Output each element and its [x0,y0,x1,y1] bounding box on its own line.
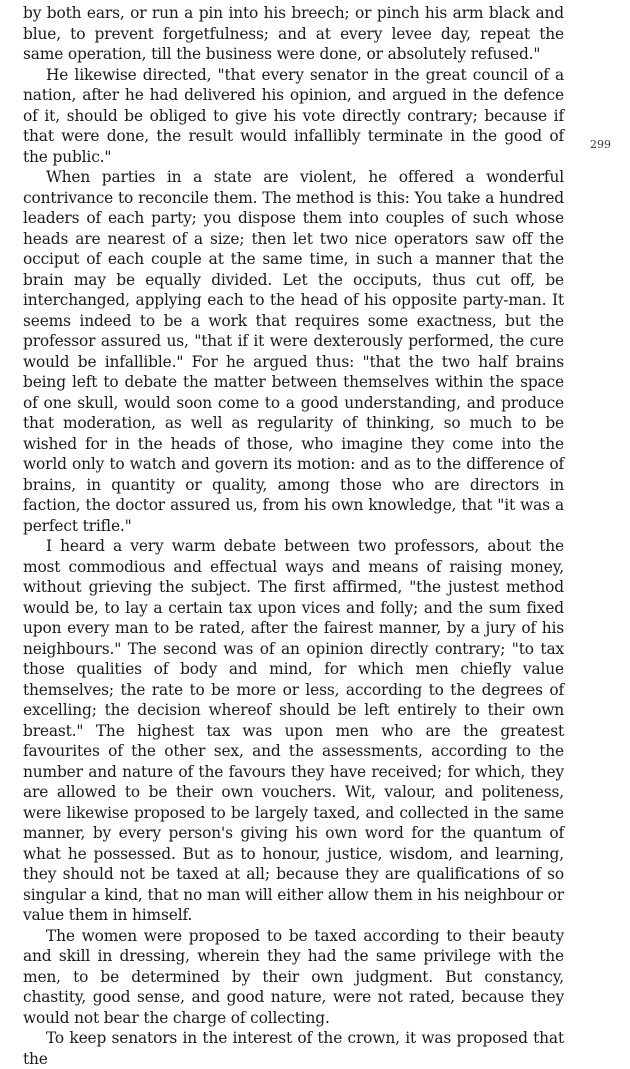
page-number: 299 [590,138,611,151]
paragraph-senators-crown: To keep senators in the interest of the crown, it was proposed that the [23,1029,564,1068]
page-text [23,3,564,1069]
paragraph-women-tax: The women were proposed to be taxed according to their beauty and skill in dressing, wherein they had the same privilege with the men, to be determined by their own judgment. But constancy, chastity, good sense, and good nature, were not rated, because they would not bear the charge of collecting. [23,926,564,1027]
paragraph-tax-debate: I heard a very warm debate between two professors, about the most commodious and effectual ways and means of raising money, without grieving the subject. The first affirmed, "the justest method would be, to lay a certain tax upon vices and folly; and the sum fixed upon every man to be rated, after the fairest manner, by a jury of his neighbours." The second was of an opinion directly contrary; "to tax those qualities of body and mind, for which men chiefly value themselves; the rate to be more or less, according to the degrees of excelling; the decision whereof should be left entirely to their own breast." The highest tax was upon men who are the greatest favourites of the other sex, and the assessments, according to the number and nature of the favours they have received; for which, they are allowed to be their own vouchers. Wit, valour, and politeness, were likewise proposed to be largely taxed, and collected in the same manner, by every person's giving his own word for the quantum of what he possessed. But as to honour, justice, wisdom, and learning, they should not be taxed at all; because they are qualifications of so singular a kind, that no man will either allow them in his neighbour or value them in himself. [23,537,564,924]
paragraph-continued: by both ears, or run a pin into his breech; or pinch his arm black and blue, to prevent forgetfulness; and at every levee day, repeat the same operation, till the business were done, or absolutely refused." [23,4,564,63]
paragraph-parties: When parties in a state are violent, he offered a wonderful contrivance to reconcile them. The method is this: You take a hundred leaders of each party; you dispose them into couples of such whose heads are nearest of a size; then let two nice operators saw off the occiput of each couple at the same time, in such a manner that the brain may be equally divided. Let the occiputs, thus cut off, be interchanged, applying each to the head of his opposite party-man. It seems indeed to be a work that requires some exactness, but the professor assured us, "that if it were dexterously performed, the cure would be infallible." For he argued thus: "that the two half brains being left to debate the matter between themselves within the space of one skull, would soon come to a good understanding, and produce that moderation, as well as regularity of thinking, so much to be wished for in the heads of those, who imagine they come into the world only to watch and govern its motion: and as to the difference of brains, in quantity or quality, among those who are directors in faction, the doctor assured us, from his own knowledge, that "it was a perfect trifle." [23,168,564,535]
paragraph-senator-vote: He likewise directed, "that every senator in the great council of a nation, after he had delivered his opinion, and argued in the defence of it, should be obliged to give his vote directly contrary; because if that were done, the result would infallibly terminate in the good of the public." [23,65,564,166]
